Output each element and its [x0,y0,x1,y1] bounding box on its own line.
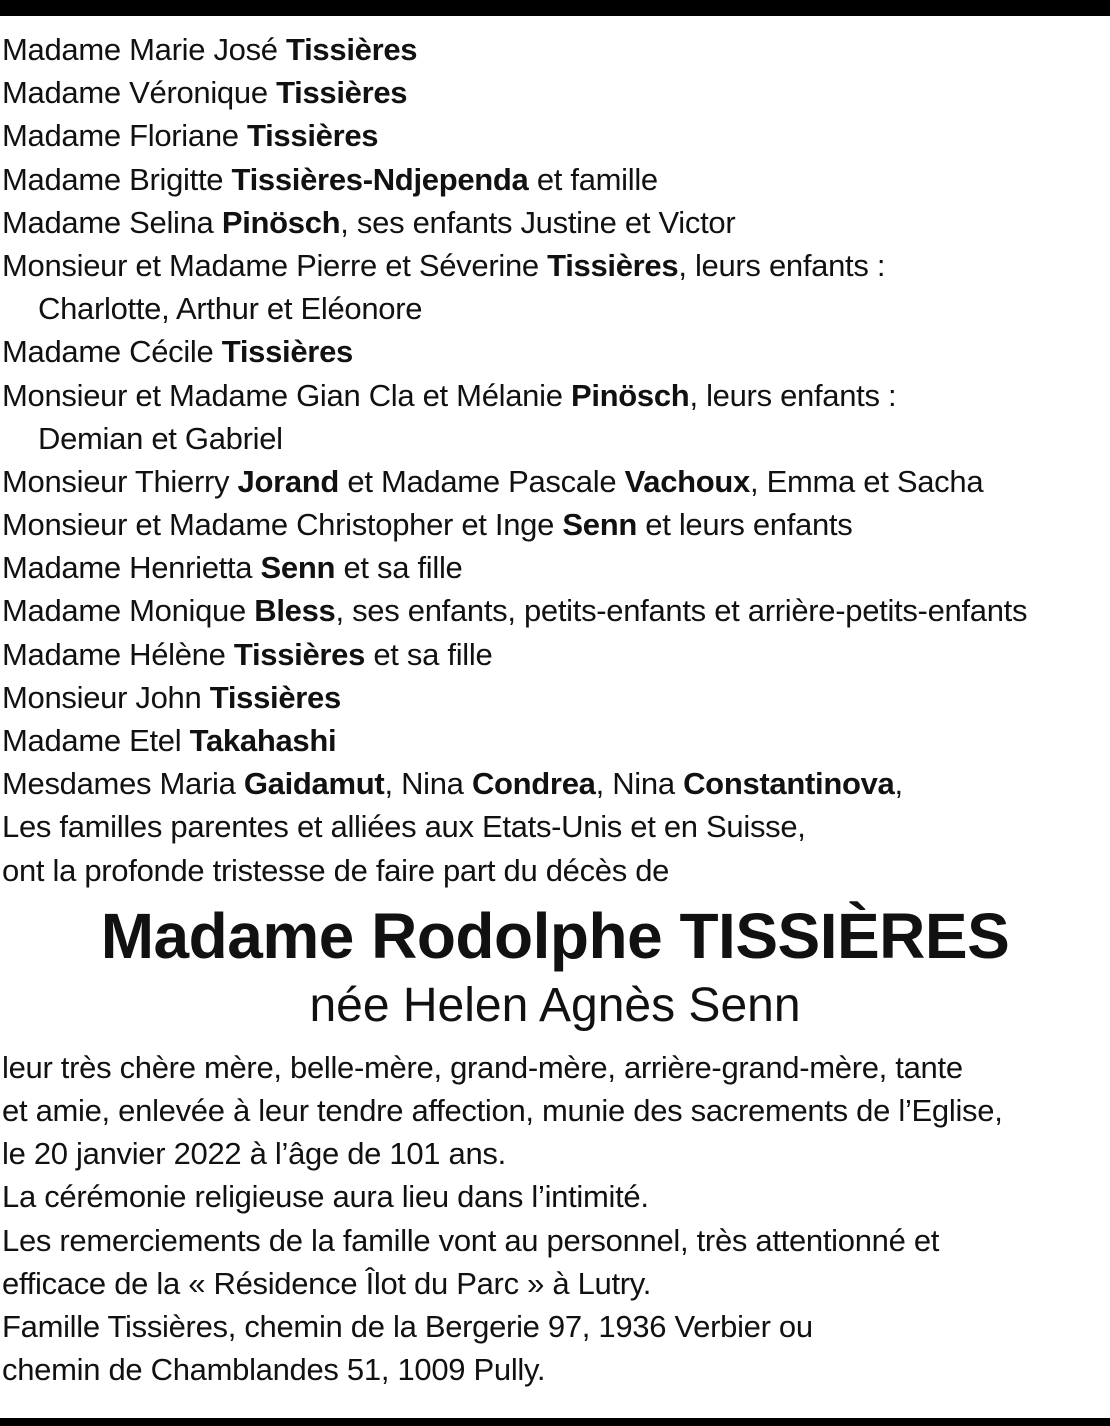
family-text: , ses enfants, petits-enfants et arrière-petits-enfants [335,593,1028,629]
bottom-rule [0,1418,1110,1426]
family-text: Madame Brigitte [2,161,232,197]
family-surname: Vachoux [624,463,750,499]
family-line [2,201,1108,244]
family-text: , Nina [595,766,684,802]
family-text: Madame Floriane [2,118,248,154]
family-line [2,374,1108,417]
family-text: Charlotte, Arthur et Eléonore [38,291,423,327]
family-text: Monsieur John [2,679,210,715]
family-surname: Gaidamut [243,766,385,802]
family-text: et sa fille [335,550,463,586]
family-text: et leurs enfants [636,507,853,543]
family-text: , leurs enfants : [678,247,886,283]
family-text: Madame Véronique [2,75,277,111]
detail-line: leur très chère mère, belle-mère, grand-mère, arrière-grand-mère, tante [2,1049,963,1085]
family-line [2,114,1108,157]
family-text: Monsieur et Madame Christopher et Inge [2,507,563,543]
family-surname: Pinösch [221,204,341,240]
family-line [2,676,1108,719]
family-text: ont la profonde tristesse de faire part du décès de [2,852,670,888]
family-surname: Tissières [276,75,408,111]
family-text: et sa fille [365,636,493,672]
family-line [2,546,1108,589]
family-line [2,460,1108,503]
detail-line: Les remerciements de la famille vont au personnel, très attentionné et [2,1222,940,1258]
deceased-maiden-name: née Helen Agnès Senn [309,978,801,1032]
family-surname: Bless [254,593,336,629]
family-surname: Tissières [286,32,418,67]
family-text: , Nina [384,766,472,802]
family-line [2,849,1108,892]
family-line [2,158,1108,201]
family-surname: Tissières [247,118,379,154]
family-surname: Senn [260,550,336,586]
family-surname: Condrea [471,766,596,802]
family-text: Madame Selina [2,204,222,240]
family-text: , Emma et Sacha [750,463,984,499]
notice-details [2,1046,1108,1392]
family-surname: Senn [562,507,637,543]
detail-line: La cérémonie religieuse aura lieu dans l’intimité. [2,1179,649,1215]
detail-line: Famille Tissières, chemin de la Bergerie 97, 1936 Verbier ou [2,1308,813,1344]
family-text: , [894,766,903,802]
family-text: Mesdames Maria [2,766,244,802]
family-line [2,28,1108,71]
detail-line: efficace de la « Résidence Îlot du Parc » à Lutry. [2,1265,652,1301]
family-text: , leurs enfants : [689,377,897,413]
family-text: Madame Henrietta [2,550,261,586]
family-text: Monsieur et Madame Pierre et Séverine [2,247,548,283]
family-line [2,330,1108,373]
family-text: , ses enfants Justine et Victor [340,204,736,240]
detail-line: et amie, enlevée à leur tendre affection, munie des sacrements de l’Eglise, [2,1092,1003,1128]
top-rule [0,0,1110,16]
detail-line: chemin de Chamblandes 51, 1009 Pully. [2,1352,546,1388]
family-line [2,805,1108,848]
family-text: et famille [528,161,658,197]
family-text: Les familles parentes et alliées aux Etats-Unis et en Suisse, [2,809,806,845]
family-surname: Takahashi [189,723,337,758]
family-line [2,287,1108,330]
family-line [2,589,1108,632]
family-text: Monsieur et Madame Gian Cla et Mélanie [2,377,571,413]
family-text: et Madame Pascale [339,463,625,499]
family-surname: Tissières-Ndjependa [231,161,529,197]
family-line [2,417,1108,460]
family-surname: Tissières [547,247,679,283]
family-text: Madame Marie José [2,32,287,67]
family-list [2,28,1108,892]
family-line [2,503,1108,546]
family-line [2,244,1108,287]
obituary-notice [2,28,1108,1391]
family-text: Madame Monique [2,593,255,629]
family-line [2,633,1108,676]
family-line [2,719,1108,762]
family-text: Demian et Gabriel [38,420,283,456]
family-surname: Constantinova [683,766,895,802]
family-line [2,71,1108,114]
family-line [2,762,1108,805]
detail-line: le 20 janvier 2022 à l’âge de 101 ans. [2,1136,506,1172]
family-surname: Tissières [233,636,366,672]
family-surname: Tissières [221,334,353,370]
family-text: Madame Etel [2,723,190,758]
family-surname: Tissières [209,679,341,715]
family-text: Madame Cécile [2,334,222,370]
family-surname: Pinösch [570,377,690,413]
deceased-name: Madame Rodolphe TISSIÈRES [100,899,1010,972]
family-surname: Jorand [237,463,340,499]
family-text: Madame Hélène [2,636,234,672]
family-text: Monsieur Thierry [2,463,238,499]
